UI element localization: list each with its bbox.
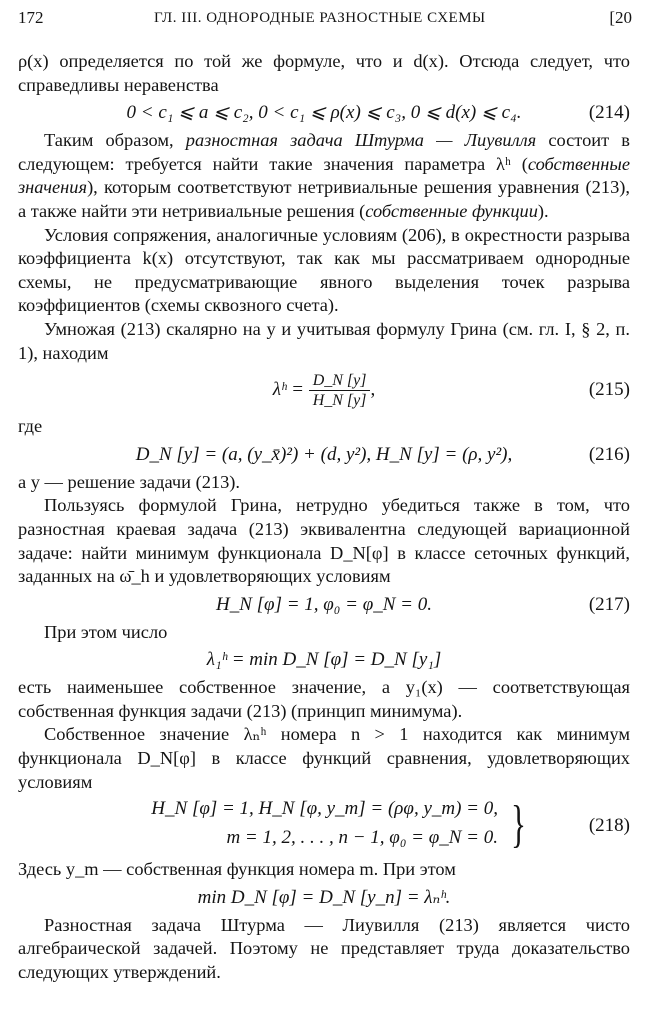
equation-215 (18, 365, 630, 415)
equation-214-body: 0 < c₁ ⩽ a ⩽ c₂, 0 < c₁ ⩽ ρ(x) ⩽ c₃, 0 ⩽ d(x) ⩽ c₄. (126, 102, 522, 124)
equation-218-lines (138, 794, 498, 852)
equation-215-denominator: H_N [y] (312, 392, 367, 410)
equation-217-tag: (217) (588, 593, 630, 615)
page-header (18, 8, 632, 30)
equation-214-tag: (214) (588, 102, 630, 124)
equation-218-brace: } (510, 796, 526, 854)
paragraph-3: Условия сопряжения, аналогичные условиям (206), в окрестности разрыва коэффициента k(x) отсутствуют, так как мы рассматриваем однородные схемы, не предусматривающие явного выделения точек разрыва коэффициентов (схемы сквозного счета). (18, 224, 630, 316)
paragraph-8: есть наименьшее собственное значение, а y₁(x) — соответствующая собственная функция задачи (213) (принцип минимума). (18, 677, 630, 721)
p2-text-c: состоит в следующем: требуется найти такие значения параметра λʰ ( (18, 130, 630, 174)
equation-215-tag: (215) (588, 379, 630, 401)
paragraph-9: Собственное значение λₙʰ номера n > 1 находится как минимум функционала D_N[φ] в классе функций сравнения, удовлетворяющих условиям (18, 724, 630, 792)
equation-217-body: H_N [φ] = 1, φ₀ = φ_N = 0. (216, 593, 432, 615)
paragraph-7: При этом число (44, 621, 168, 642)
equation-215-body (273, 365, 375, 415)
equation-216-tag: (216) (588, 443, 630, 465)
equation-216 (18, 439, 630, 471)
section-number: [20 (609, 8, 632, 27)
p2-term-eigenfunctions: собственные функции (365, 200, 538, 221)
equation-218-line-1: H_N [φ] = 1, H_N [φ, y_m] = (ρφ, y_m) = 0, (151, 798, 498, 820)
equation-min-2 (18, 882, 630, 914)
equation-min-1 (18, 644, 630, 676)
equation-216-body: D_N [y] = (a, (y_x̄)²) + (d, y²), H_N [y] = (ρ, y²), (135, 443, 513, 465)
equation-218 (18, 794, 630, 858)
equation-215-numerator: D_N [y] (309, 371, 371, 391)
paragraph-11: Разностная задача Штурма — Лиувилля (213) является чисто алгебраической задачей. Поэтому не представляет труда доказательство следующих утверждений. (18, 914, 630, 983)
equation-215-lhs: λʰ = (272, 379, 309, 401)
page-number: 172 (18, 8, 44, 27)
equation-214 (18, 97, 630, 129)
where-word: где (18, 416, 43, 437)
equation-217 (18, 589, 630, 621)
paragraph-4: Умножая (213) скалярно на y и учитывая формулу Грина (см. гл. I, § 2, п. 1), находим (18, 318, 630, 363)
paragraph-1: ρ(x) определяется по той же формуле, что и d(x). Отсюда следует, что справедливы неравенства (18, 51, 630, 95)
equation-min-2-body: min D_N [φ] = D_N [y_n] = λₙʰ. (197, 886, 451, 908)
paragraph-5: а y — решение задачи (213). (18, 471, 240, 492)
equation-215-comma: , (370, 379, 376, 401)
equation-215-fraction (309, 371, 371, 410)
running-title: ГЛ. III. ОДНОРОДНЫЕ РАЗНОСТНЫЕ СХЕМЫ (154, 10, 486, 26)
p2-text-e: ), которым соответствуют нетривиальные решения уравнения (213), а также найти эти нетривиальные решения ( (18, 177, 630, 221)
paragraph-10: Здесь y_m — собственная функция номера m. При этом (18, 859, 456, 880)
paragraph-6: Пользуясь формулой Грина, нетрудно убедиться также в том, что разностная краевая задача (213) эквивалентна следующей вариационной задаче: найти минимум функционала D_N[φ] в классе сеточных функций, заданных на ω̄_h и удовлетворяющих условиям (18, 495, 630, 587)
p2-text-g: ). (537, 200, 549, 221)
equation-min-1-body: λ₁ʰ = min D_N [φ] = D_N [y₁] (206, 649, 442, 671)
p2-text-a: Таким образом, (44, 130, 186, 151)
p2-term-eigenvalues: собственные значения (18, 153, 630, 198)
equation-218-tag: (218) (588, 815, 630, 837)
p2-term-sturm-liouville: разностная задача Штурма — Лиувилля (185, 130, 537, 151)
paragraph-2 (18, 129, 630, 223)
equation-218-line-2: m = 1, 2, . . . , n − 1, φ₀ = φ_N = 0. (226, 827, 498, 849)
page-body (18, 50, 630, 985)
